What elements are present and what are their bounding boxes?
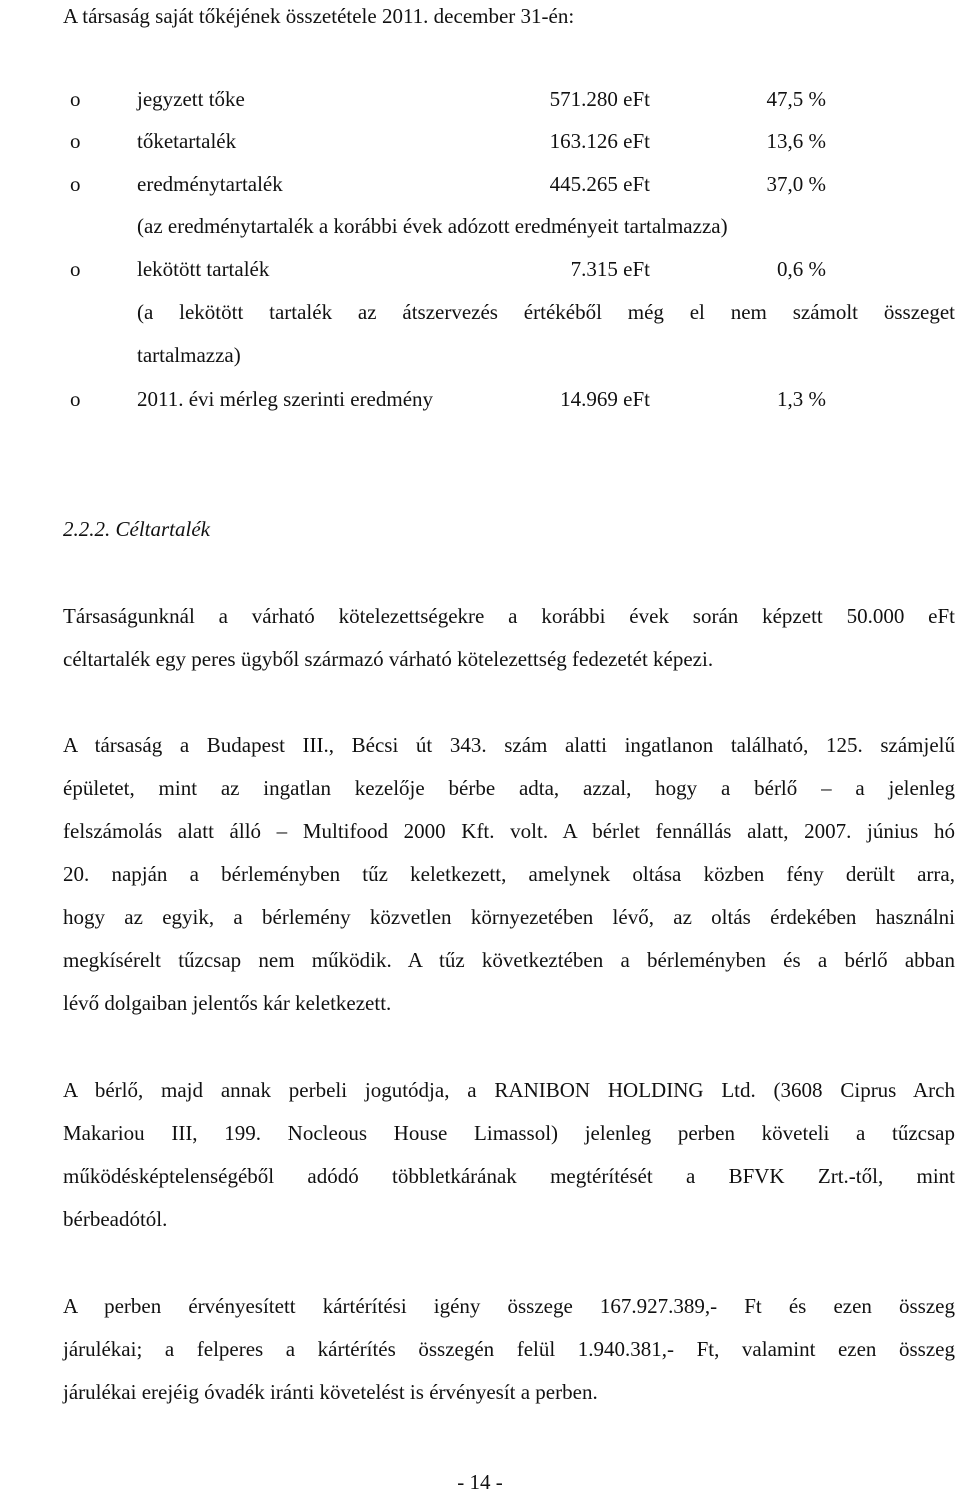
item-label: lekötött tartalék [137,257,270,281]
section-heading: 2.2.2. Céltartalék [63,517,210,541]
paragraph-line: járulékai erejéig óvadék iránti követelést is érvényesít a perben. [63,1380,598,1404]
paragraph-line: bérbeadótól. [63,1207,168,1231]
item-percent: 0,6 % [777,257,826,281]
bullet-icon: o [70,387,81,411]
paragraph-line: A perben érvényesített kártérítési igény összege 167.927.389,- Ft és ezen összeg [63,1294,955,1318]
paragraph-line: A társaság a Budapest III., Bécsi út 343. szám alatti ingatlanon található, 125. számjelű [63,733,955,757]
paragraph-line: járulékai; a felperes a kártérítés összegén felül 1.940.381,- Ft, valamint ezen összeg [63,1337,955,1361]
item-amount: 14.969 eFt [560,387,650,411]
bullet-icon: o [70,257,81,281]
note-lekotott-line2: tartalmazza) [137,343,241,367]
item-amount: 571.280 eFt [549,87,650,111]
note-lekotott-line1: (a lekötött tartalék az átszervezés értékéből még el nem számolt összeget [137,300,955,324]
item-label: jegyzett tőke [137,87,245,111]
paragraph-line: Makariou III, 199. Nocleous House Limassol) jelenleg perben követeli a tűzcsap [63,1121,955,1145]
paragraph-line: működésképtelenségéből adódó többletkárának megtérítését a BFVK Zrt.-től, mint [63,1164,955,1188]
bullet-icon: o [70,87,81,111]
paragraph-line: lévő dolgaiban jelentős kár keletkezett. [63,991,392,1015]
paragraph-line: megkísérelt tűzcsap nem működik. A tűz következtében a bérleményben és a bérlő abban [63,948,955,972]
paragraph-line: 20. napján a bérleményben tűz keletkezett, amelynek oltása közben fény derült arra, [63,862,955,886]
page-number: - 14 - [457,1470,503,1494]
item-amount: 445.265 eFt [549,172,650,196]
item-percent: 37,0 % [766,172,826,196]
bullet-icon: o [70,129,81,153]
item-percent: 1,3 % [777,387,826,411]
paragraph-line: A bérlő, majd annak perbeli jogutódja, a RANIBON HOLDING Ltd. (3608 Ciprus Arch [63,1078,955,1102]
intro-text: A társaság saját tőkéjének összetétele 2011. december 31-én: [63,4,575,28]
item-percent: 13,6 % [766,129,826,153]
item-amount: 7.315 eFt [570,257,650,281]
item-label: eredménytartalék [137,172,283,196]
item-percent: 47,5 % [766,87,826,111]
item-amount: 163.126 eFt [549,129,650,153]
bullet-icon: o [70,172,81,196]
paragraph-line: céltartalék egy peres ügyből származó várható kötelezettség fedezetét képezi. [63,647,714,671]
item-label: tőketartalék [137,129,237,153]
paragraph-line: hogy az egyik, a bérlemény közvetlen környezetében lévő, az oltás érdekében használni [63,905,955,929]
paragraph-line: Társaságunknál a várható kötelezettségekre a korábbi évek során képzett 50.000 eFt [63,604,955,628]
note-eredmenytartalek: (az eredménytartalék a korábbi évek adózott eredményeit tartalmazza) [137,214,728,238]
paragraph-line: felszámolás alatt álló – Multifood 2000 Kft. volt. A bérlet fennállás alatt, 2007. június hó [63,819,955,843]
item-label: 2011. évi mérleg szerinti eredmény [137,387,434,411]
paragraph-line: épületet, mint az ingatlan kezelője bérbe adta, azzal, hogy a bérlő – a jelenleg [63,776,955,800]
